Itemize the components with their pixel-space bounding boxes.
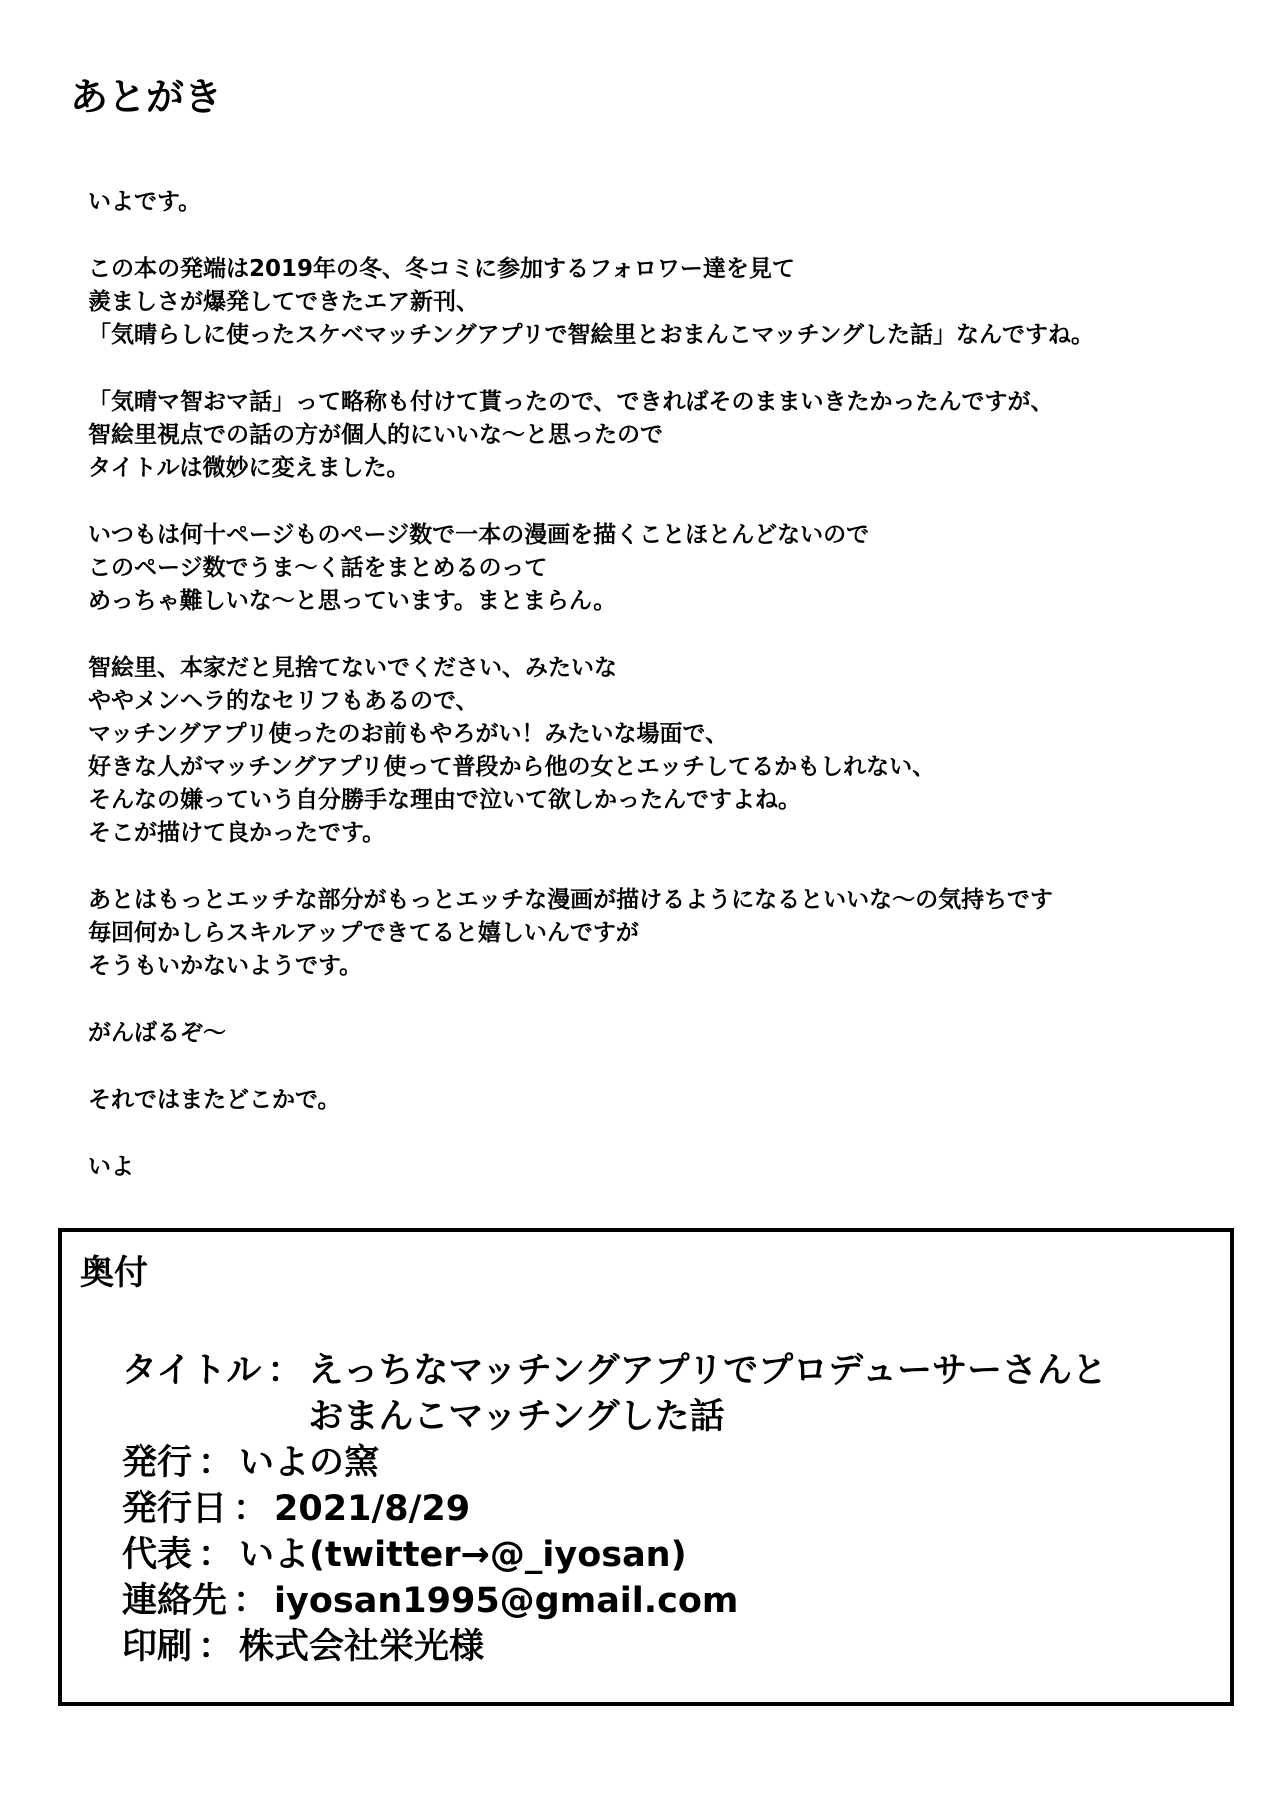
text-line: 毎回何かしらスキルアップできてると嬉しいんですが [88, 920, 639, 946]
text-line: 智絵里、本家だと見捨てないでください、みたいな [88, 655, 617, 681]
text-line: 「気晴らしに使ったスケベマッチングアプリで智絵里とおまんこマッチングした話」なんですね。 [88, 322, 1095, 348]
paragraph [88, 652, 1258, 850]
colophon-row-contact [122, 1578, 1202, 1624]
text-line: がんばるぞ〜 [88, 1020, 226, 1046]
row-label: 代表 [122, 1535, 193, 1575]
row-value: いよの窯 [239, 1443, 380, 1483]
title-line-1: えっちなマッチングアプリでプロデューサーさんと [308, 1351, 1108, 1391]
text-line: 「気晴マ智おマ話」って略称も付けて貰ったので、できればそのままいきたかったんですが、 [88, 389, 1054, 415]
row-value: いよ(twitter→@_iyosan) [239, 1535, 687, 1575]
row-value: 株式会社栄光様 [239, 1627, 485, 1667]
text-line: そうもいかないようです。 [88, 953, 363, 979]
row-label: タイトル [122, 1351, 262, 1391]
text-line: タイトルは微妙に変えました。 [88, 455, 410, 481]
text-line: マッチングアプリ使ったのお前もやろがい！みたいな場面で、 [88, 721, 729, 747]
text-line: いつもは何十ページものページ数で一本の漫画を描くことほとんどないので [88, 522, 870, 548]
text-line: 好きな人がマッチングアプリ使って普段から他の女とエッチしてるかもしれない、 [88, 754, 936, 780]
colophon-row-date [122, 1486, 1202, 1532]
afterword-body [88, 186, 1258, 1218]
text-line: そこが描けて良かったです。 [88, 820, 386, 846]
colophon-box [58, 1228, 1234, 1706]
colophon-row-representative [122, 1532, 1202, 1578]
row-separator: ： [198, 1535, 234, 1575]
colophon-rows [122, 1348, 1202, 1670]
paragraph [88, 386, 1258, 485]
row-separator: ： [198, 1443, 234, 1483]
text-line: このページ数でうま〜く話をまとめるのって [88, 555, 548, 581]
colophon-heading: 奥付 [80, 1253, 148, 1293]
row-separator: ： [267, 1351, 303, 1391]
row-separator: ： [198, 1627, 234, 1667]
afterword-title: あとがき [70, 75, 223, 119]
paragraph [88, 519, 1258, 618]
signature [88, 1151, 1258, 1184]
paragraph [88, 1017, 1258, 1050]
paragraph [88, 186, 1258, 219]
row-label: 連絡先 [122, 1581, 228, 1621]
text-line: そんなの嫌っていう自分勝手な理由で泣いて欲しかったんですよね。 [88, 787, 801, 813]
text-line: あとはもっとエッチな部分がもっとエッチな漫画が描けるようになるといいな〜の気持ちです [88, 887, 1053, 913]
text-line: 智絵里視点での話の方が個人的にいいな〜と思ったので [88, 422, 663, 448]
signature-text: いよ [88, 1154, 134, 1180]
colophon-row-printer [122, 1624, 1202, 1670]
row-separator: ： [233, 1581, 269, 1621]
row-label: 発行 [122, 1443, 193, 1483]
text-line: めっちゃ難しいな〜と思っています。まとまらん。 [88, 588, 617, 614]
text-line: 羨ましさが爆発してできたエア新刊、 [88, 289, 479, 315]
colophon-row-title [122, 1348, 1202, 1440]
row-value [308, 1348, 1107, 1440]
row-separator: ： [233, 1489, 269, 1529]
row-label: 印刷 [122, 1627, 193, 1667]
text-line: この本の発端は2019年の冬、冬コミに参加するフォロワー達を見て [88, 256, 795, 282]
colophon-row-publisher [122, 1440, 1202, 1486]
paragraph [88, 884, 1258, 983]
paragraph [88, 1084, 1258, 1117]
row-value: iyosan1995@gmail.com [274, 1581, 739, 1621]
text-line: ややメンヘラ的なセリフもあるので、 [88, 688, 479, 714]
row-value: 2021/8/29 [274, 1489, 471, 1529]
paragraph [88, 253, 1258, 352]
row-label: 発行日 [122, 1489, 228, 1529]
text-line: いよです。 [88, 189, 202, 215]
title-line-2: おまんこマッチングした話 [308, 1397, 725, 1437]
text-line: それではまたどこかで。 [88, 1087, 341, 1113]
